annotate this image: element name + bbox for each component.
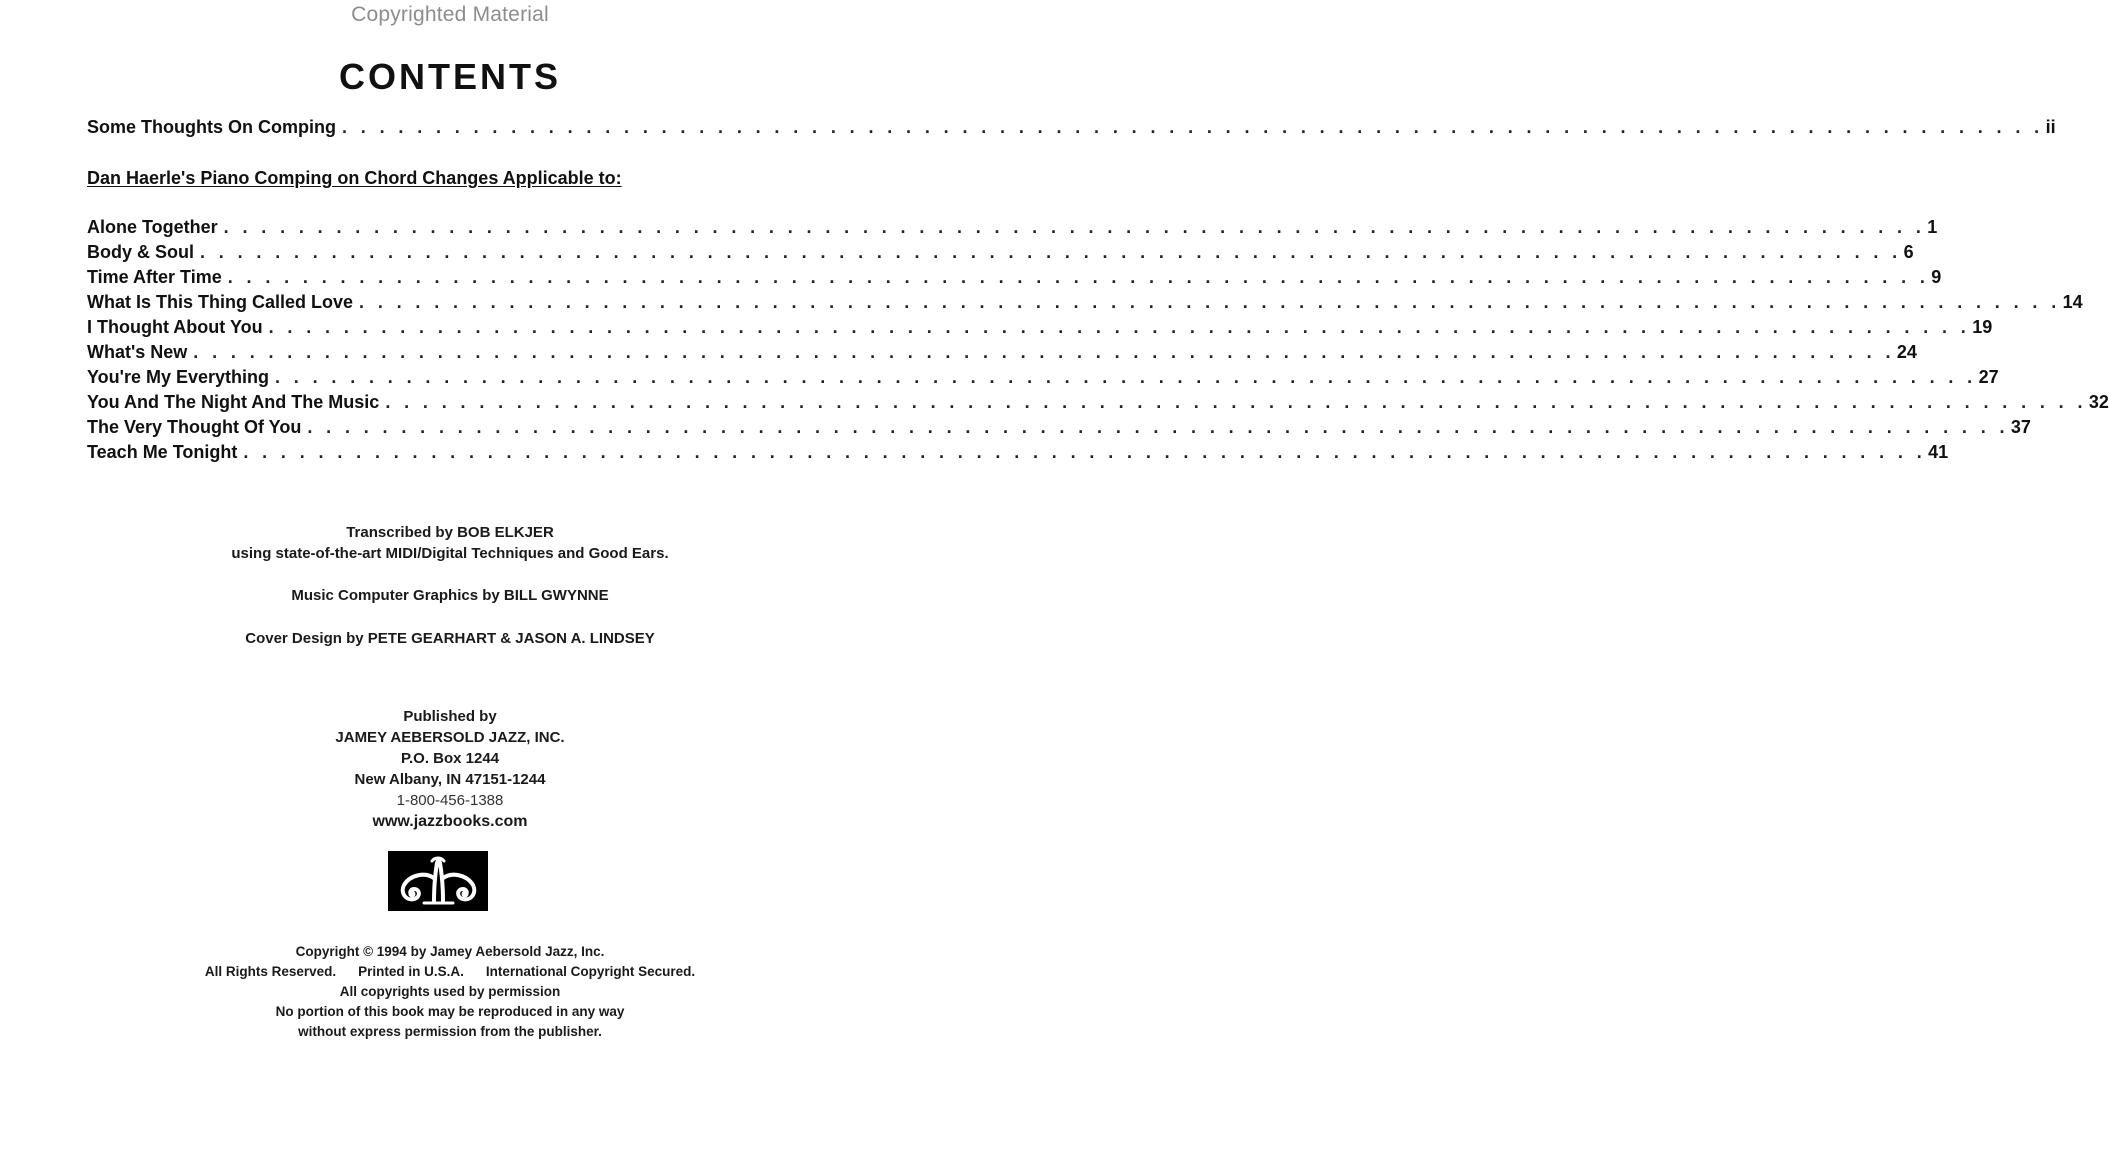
- toc-row[interactable]: [87, 442, 1949, 466]
- toc-item-label: What Is This Thing Called Love: [87, 292, 354, 312]
- section-subheading: Dan Haerle's Piano Comping on Chord Changes Applicable to:: [87, 168, 622, 188]
- legal-copyright: Copyright © 1994 by Jamey Aebersold Jazz, Inc.: [295, 944, 605, 959]
- toc-item-label: I Thought About You: [87, 317, 263, 337]
- legal-permission: All copyrights used by permission: [339, 984, 561, 999]
- toc-page-number: 27: [1978, 367, 1999, 387]
- credit-graphics: Music Computer Graphics by BILL GWYNNE: [291, 587, 609, 604]
- copyright-watermark: Copyrighted Material: [351, 3, 549, 26]
- toc-row[interactable]: [87, 392, 2109, 416]
- publisher-phone: 1-800-456-1388: [396, 792, 504, 809]
- page-title: CONTENTS: [339, 56, 561, 97]
- legal-rights: All Rights Reserved.: [204, 964, 337, 979]
- toc-item-label: Body & Soul: [87, 242, 194, 262]
- toc-row[interactable]: [87, 342, 1917, 366]
- toc-leader-dots: . . . . . . . . . . . . . . . . . . . . . . . . . . . . . . . . . . . . . . . . . . . . . . . . . . . . . . . . . . . . . . . . . . . . . . . . . . . . . . . . . . . . . . . . . . .: [385, 392, 2087, 412]
- toc-page-number: ii: [2045, 117, 2056, 137]
- toc-page-number: 41: [1928, 442, 1949, 462]
- toc-leader-dots: . . . . . . . . . . . . . . . . . . . . . . . . . . . . . . . . . . . . . . . . . . . . . . . . . . . . . . . . . . . . . . . . . . . . . . . . . . . . . . . . . . . . . . . . . . .: [307, 417, 2009, 437]
- legal-rights-line: [0, 964, 900, 984]
- toc-page-number: 32: [2088, 392, 2109, 412]
- toc-row[interactable]: [87, 217, 1938, 241]
- toc-leader-dots: . . . . . . . . . . . . . . . . . . . . . . . . . . . . . . . . . . . . . . . . . . . . . . . . . . . . . . . . . . . . . . . . . . . . . . . . . . . . . . . . . . . . . . . . . . .: [223, 217, 1926, 237]
- toc-row[interactable]: [87, 292, 2083, 316]
- toc-item-label: The Very Thought Of You: [87, 417, 302, 437]
- toc-item-label: Time After Time: [87, 267, 222, 287]
- toc-page-number: 1: [1927, 217, 1938, 237]
- toc-item-label: What's New: [87, 342, 188, 362]
- jamey-aebersold-logo-icon: [388, 851, 488, 911]
- toc-page-number: 14: [2062, 292, 2083, 312]
- publisher-heading: Published by: [403, 708, 497, 725]
- toc-leader-dots: . . . . . . . . . . . . . . . . . . . . . . . . . . . . . . . . . . . . . . . . . . . . . . . . . . . . . . . . . . . . . . . . . . . . . . . . . . . . . . . . . . . . . . . . . . .: [200, 242, 1902, 262]
- publisher-name: JAMEY AEBERSOLD JAZZ, INC.: [335, 729, 565, 746]
- toc-leader-dots: . . . . . . . . . . . . . . . . . . . . . . . . . . . . . . . . . . . . . . . . . . . . . . . . . . . . . . . . . . . . . . . . . . . . . . . . . . . . . . . . . . . . . . . . . . .: [341, 117, 2044, 137]
- publisher-block: [0, 708, 900, 834]
- toc-page-number: 24: [1896, 342, 1917, 362]
- legal-portion: No portion of this book may be reproduced in any way: [275, 1004, 625, 1019]
- logo-graphic: [388, 851, 488, 911]
- toc-item-label: Alone Together: [87, 217, 218, 237]
- legal-block: [0, 944, 900, 1044]
- credit-cover: Cover Design by PETE GEARHART & JASON A. LINDSEY: [245, 630, 655, 647]
- toc-leader-dots: . . . . . . . . . . . . . . . . . . . . . . . . . . . . . . . . . . . . . . . . . . . . . . . . . . . . . . . . . . . . . . . . . . . . . . . . . . . . . . . . . . . . . . . . . . .: [359, 292, 2061, 312]
- toc-page-number: 9: [1931, 267, 1942, 287]
- credit-transcribed: Transcribed by BOB ELKJER: [346, 524, 554, 541]
- toc-leader-dots: . . . . . . . . . . . . . . . . . . . . . . . . . . . . . . . . . . . . . . . . . . . . . . . . . . . . . . . . . . . . . . . . . . . . . . . . . . . . . . . . . . . . . . . . . . .: [268, 317, 1971, 337]
- toc-leader-dots: . . . . . . . . . . . . . . . . . . . . . . . . . . . . . . . . . . . . . . . . . . . . . . . . . . . . . . . . . . . . . . . . . . . . . . . . . . . . . . . . . . . . . . . . . . .: [193, 342, 1895, 362]
- toc-intro-row[interactable]: [87, 117, 2056, 141]
- credit-technique: using state-of-the-art MIDI/Digital Techniques and Good Ears.: [231, 545, 669, 562]
- publisher-address-2: New Albany, IN 47151-1244: [354, 771, 546, 788]
- toc-page-number: 37: [2010, 417, 2031, 437]
- toc-leader-dots: . . . . . . . . . . . . . . . . . . . . . . . . . . . . . . . . . . . . . . . . . . . . . . . . . . . . . . . . . . . . . . . . . . . . . . . . . . . . . . . . . . . . . . . . . . .: [275, 367, 1977, 387]
- toc-page-number: 19: [1972, 317, 1993, 337]
- publisher-address-1: P.O. Box 1244: [400, 750, 500, 767]
- toc-item-label: Teach Me Tonight: [87, 442, 238, 462]
- toc-row[interactable]: [87, 367, 1999, 391]
- toc-row[interactable]: [87, 242, 1914, 266]
- toc-item-label: You're My Everything: [87, 367, 269, 387]
- credits-block: [0, 524, 900, 566]
- legal-intl: International Copyright Secured.: [485, 964, 696, 979]
- toc-row[interactable]: [87, 417, 2031, 441]
- toc-page-number: 6: [1903, 242, 1914, 262]
- toc-item-label: Some Thoughts On Comping: [87, 117, 336, 137]
- toc-row[interactable]: [87, 317, 1993, 341]
- toc-leader-dots: . . . . . . . . . . . . . . . . . . . . . . . . . . . . . . . . . . . . . . . . . . . . . . . . . . . . . . . . . . . . . . . . . . . . . . . . . . . . . . . . . . . . . . . . . . .: [227, 267, 1930, 287]
- toc-leader-dots: . . . . . . . . . . . . . . . . . . . . . . . . . . . . . . . . . . . . . . . . . . . . . . . . . . . . . . . . . . . . . . . . . . . . . . . . . . . . . . . . . . . . . . . . . .: [243, 442, 1927, 462]
- publisher-website[interactable]: www.jazzbooks.com: [372, 813, 528, 830]
- toc-row[interactable]: [87, 267, 1942, 291]
- toc-item-label: You And The Night And The Music: [87, 392, 380, 412]
- legal-express: without express permission from the publisher.: [298, 1024, 602, 1039]
- legal-printed: Printed in U.S.A.: [358, 964, 464, 979]
